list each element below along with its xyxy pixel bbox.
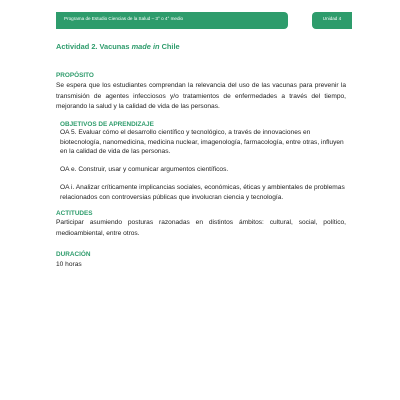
purpose-text: Se espera que los estudiantes comprendan la relevancia del uso de las vacunas para prevenir la transmisión de agentes infecciosos y/o tratamientos de enfermedades a través del tiempo, mejorando la salud y la calidad de vida de las personas. — [56, 82, 346, 111]
activity-title — [56, 42, 180, 51]
objectives-heading: OBJETIVOS DE APRENDIZAJE — [60, 121, 154, 128]
program-header-bar — [56, 12, 288, 29]
activity-title-prefix: Actividad 2. Vacunas — [56, 42, 132, 51]
unit-label: Unidad 4 — [322, 16, 342, 21]
duration-heading: DURACIÓN — [56, 251, 91, 258]
attitudes-heading: ACTITUDES — [56, 210, 93, 217]
objective-oai: OA i. Analizar críticamente implicancias sociales, económicas, éticas y ambientales de problemas relacionados con controversias públicas que involucran ciencia y tecnología. — [60, 184, 345, 201]
activity-title-suffix: Chile — [159, 42, 180, 51]
duration-value: 10 horas — [56, 261, 82, 268]
objective-oae: OA e. Construir, usar y comunicar argumentos científicos. — [60, 166, 229, 173]
attitudes-text: Participar asumiendo posturas razonadas en distintos ámbitos: cultural, social, político, medioambiental, entre otros. — [56, 219, 346, 237]
activity-title-italic: made in — [131, 42, 160, 51]
purpose-heading: PROPÓSITO — [56, 72, 94, 79]
unit-badge — [312, 12, 352, 29]
program-title: Programa de Estudio Ciencias de la Salud – 3° o 4° medio — [64, 16, 184, 21]
objective-oa5: OA 5. Evaluar cómo el desarrollo científico y tecnológico, a través de innovaciones en biotecnología, nanomedicina, medicina nuclear, imagenología, farmacología, entre otras, influyen en la calidad de vida de las personas. — [60, 129, 344, 156]
